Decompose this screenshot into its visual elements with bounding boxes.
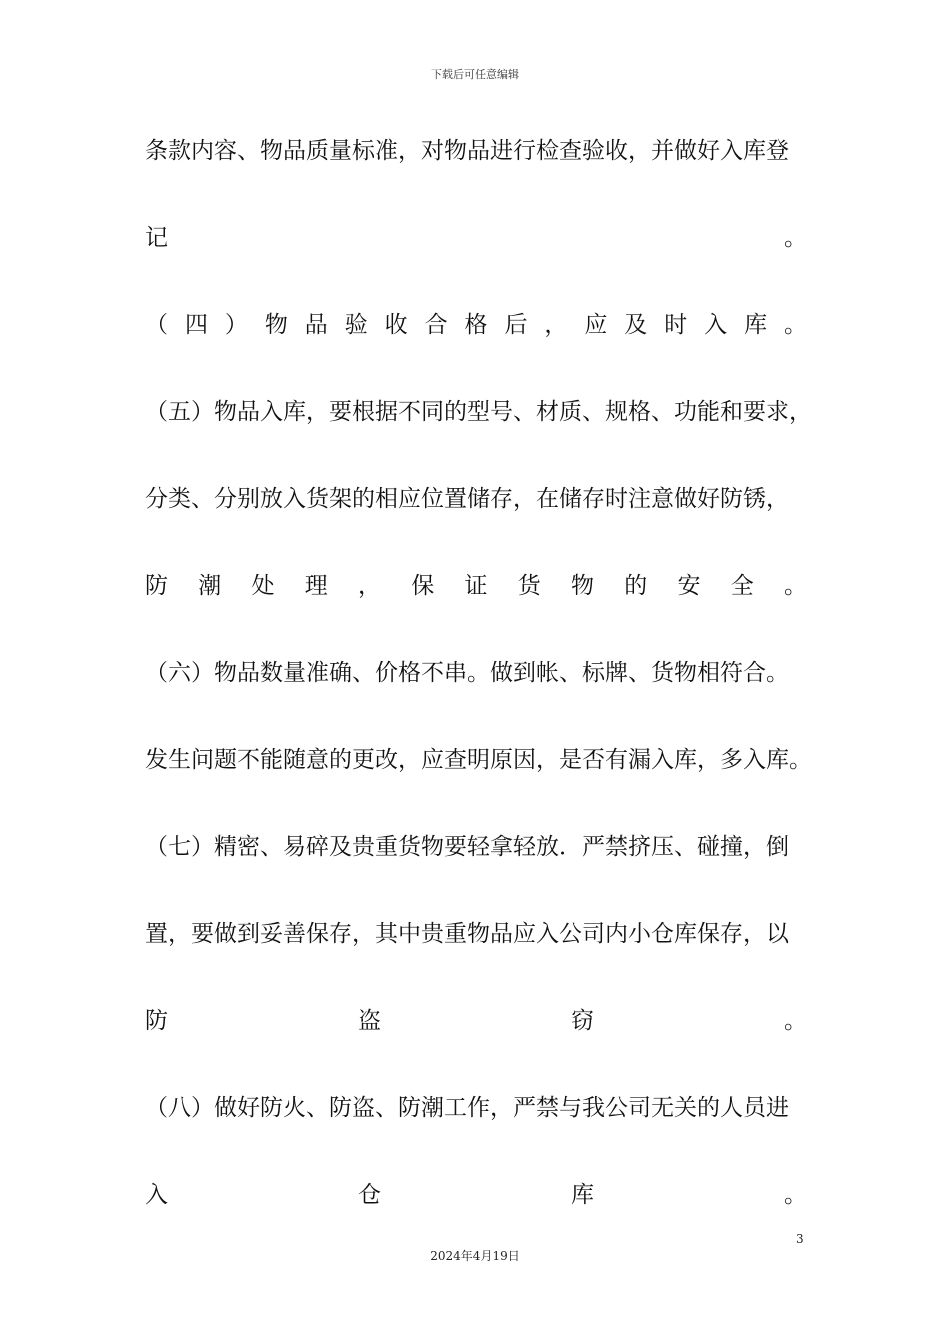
char: 处 <box>251 573 275 599</box>
char: 四 <box>184 312 208 338</box>
char: 理 <box>304 573 328 599</box>
text-line-7: （六）物品数量准确、价格不串。做到帐、标牌、货物相符合。 <box>145 660 789 686</box>
char: 应 <box>584 312 608 338</box>
char: 保 <box>411 573 435 599</box>
char: 收 <box>384 312 408 338</box>
char: ， <box>358 573 381 599</box>
text-line-5: 分类、分别放入货架的相应位置储存，在储存时注意做好防锈， <box>145 486 789 512</box>
char: 记 <box>145 225 168 251</box>
text-line-1: 条款内容、物品质量标准，对物品进行检查验收，并做好入库登 <box>145 138 789 164</box>
char: 入 <box>145 1182 168 1208</box>
char: 。 <box>784 312 807 338</box>
char: 窃 <box>571 1008 594 1034</box>
text-line-11 <box>145 978 807 1065</box>
char: 物 <box>571 573 594 599</box>
text-line-8: 发生问题不能随意的更改，应查明原因，是否有漏入库，多入库。 <box>145 747 812 773</box>
text-line-13 <box>145 1152 807 1239</box>
char: 库 <box>571 1182 594 1208</box>
char: ， <box>544 312 568 338</box>
char: 。 <box>784 573 807 599</box>
text-line-3 <box>145 282 807 369</box>
char: 后 <box>504 312 528 338</box>
text-line-12: （八）做好防火、防盗、防潮工作，严禁与我公司无关的人员进 <box>145 1095 789 1121</box>
char: 入 <box>704 312 728 338</box>
char: 证 <box>464 573 488 599</box>
text-line-9: （七）精密、易碎及贵重货物要轻拿轻放．严禁挤压、碰撞，倒 <box>145 834 789 860</box>
char: 格 <box>464 312 488 338</box>
document-body <box>145 108 812 1239</box>
text-line-2 <box>145 195 807 282</box>
char: 。 <box>784 1182 807 1208</box>
char: ） <box>224 312 248 338</box>
char: 盗 <box>358 1008 381 1034</box>
char: 防 <box>145 1008 168 1034</box>
char: （ <box>145 312 168 338</box>
char: 全 <box>730 573 754 599</box>
page-header: 下载后可任意编辑 <box>431 68 519 81</box>
char: 库 <box>744 312 768 338</box>
char: 防 <box>145 573 168 599</box>
text-line-6 <box>145 543 807 630</box>
char: 仓 <box>358 1182 381 1208</box>
text-line-10: 置，要做到妥善保存，其中贵重物品应入公司内小仓库保存，以 <box>145 921 789 947</box>
page-number: 3 <box>796 1232 804 1246</box>
char: 物 <box>264 312 288 338</box>
footer-date: 2024年4月19日 <box>430 1249 520 1263</box>
char: 货 <box>517 573 541 599</box>
char: 合 <box>424 312 448 338</box>
char: 品 <box>304 312 328 338</box>
char: 的 <box>624 573 648 599</box>
char: 及 <box>624 312 648 338</box>
char: 。 <box>784 1008 807 1034</box>
text-line-4: （五）物品入库，要根据不同的型号、材质、规格、功能和要求， <box>145 399 812 425</box>
char: 安 <box>677 573 701 599</box>
char: 时 <box>664 312 688 338</box>
char: 潮 <box>198 573 222 599</box>
char: 。 <box>784 225 807 251</box>
char: 验 <box>344 312 368 338</box>
